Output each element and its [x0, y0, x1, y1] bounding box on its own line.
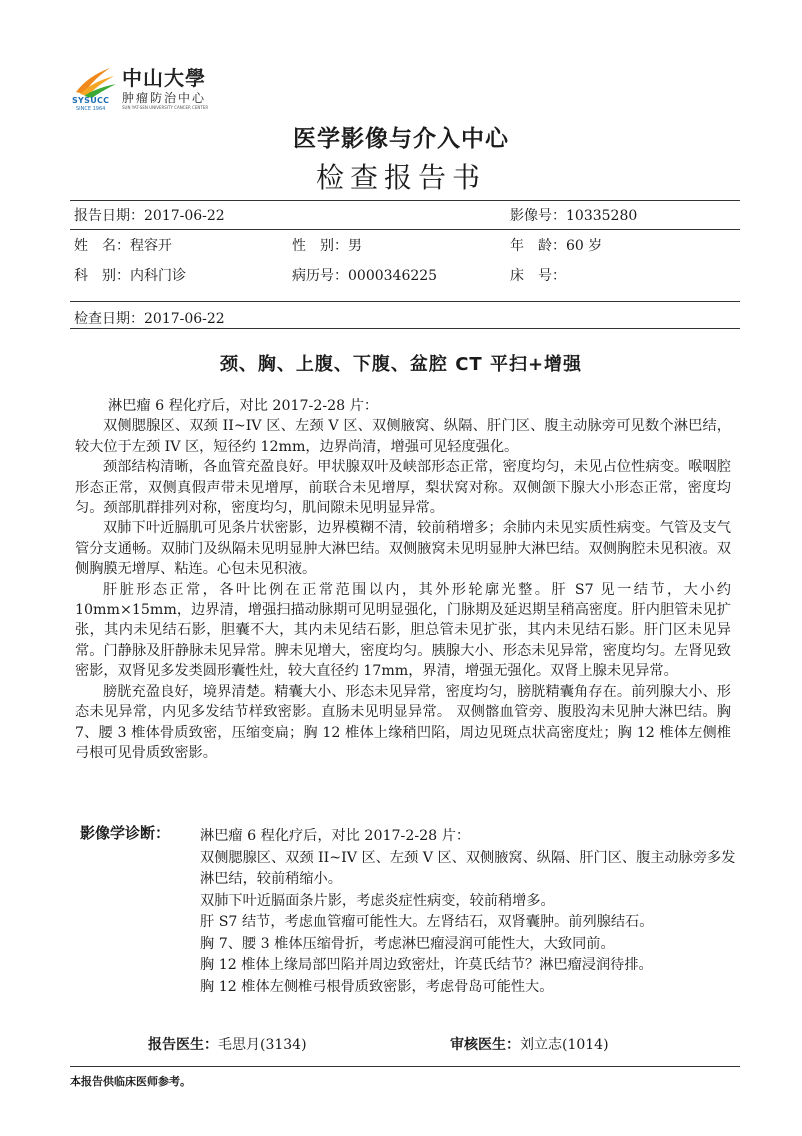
patient-age-label: 年 龄：	[510, 238, 566, 254]
logo-center-name: 肿瘤防治中心	[122, 91, 207, 105]
report-date-label: 报告日期：	[74, 208, 144, 224]
department-field	[74, 265, 186, 285]
reporting-doctor-label: 报告医生：	[148, 1037, 218, 1053]
record-no-label: 病历号：	[292, 268, 348, 284]
department-label: 科 别：	[74, 268, 130, 284]
exam-date-label: 检查日期：	[74, 311, 144, 327]
diagnosis-line: 胸 12 椎体上缘局部凹陷并周边致密灶，许莫氏结节？淋巴瘤浸润待排。	[200, 957, 653, 973]
diagnosis-line: 双侧腮腺区、双颈 II~IV 区、左颈 V 区、双侧腋窝、纵隔、肝门区、腹主动脉旁多发淋巴结，较前稍缩小。	[200, 849, 736, 887]
diagnosis-line: 淋巴瘤 6 程化疗后，对比 2017-2-28 片：	[200, 828, 471, 844]
department-value: 内科门诊	[130, 268, 186, 284]
reviewing-doctor-label: 审核医生：	[450, 1037, 520, 1053]
reviewing-doctor	[450, 1034, 609, 1054]
diagnosis-line: 胸 7、腰 3 椎体压缩骨折，考虑淋巴瘤浸润可能性大，大致同前。	[200, 935, 615, 952]
findings-paragraph: 双侧腮腺区、双颈 II~IV 区、左颈 V 区、双侧腋窝、纵隔、肝门区、腹主动脉旁可见数个淋巴结，较大位于左颈 IV 区，短径约 12mm，边界尚清，增强可见轻度强化。	[75, 418, 731, 455]
reviewing-doctor-name: 刘立志(1014)	[520, 1037, 609, 1053]
logo-since: SINCE 1964	[76, 106, 106, 112]
patient-sex-label: 性 别：	[292, 238, 348, 254]
reporting-doctor-name: 毛思月(3134)	[218, 1037, 307, 1053]
divider	[70, 229, 740, 230]
divider	[70, 328, 740, 329]
patient-name-value: 程容开	[130, 238, 172, 254]
reporting-doctor	[148, 1034, 307, 1054]
exam-date-value: 2017-06-22	[144, 311, 225, 327]
diagnosis-line: 肝 S7 结节，考虑血管瘤可能性大。左肾结石，双肾囊肿。前列腺结石。	[200, 914, 654, 930]
findings-paragraph: 淋巴瘤 6 程化疗后，对比 2017-2-28 片：	[108, 398, 379, 414]
patient-sex-value: 男	[348, 238, 362, 254]
diagnosis-line: 胸 12 椎体左侧椎弓根骨质致密影，考虑骨岛可能性大。	[200, 978, 554, 995]
diagnosis-section	[200, 826, 740, 998]
report-date-value: 2017-06-22	[144, 208, 225, 224]
image-no-label: 影像号：	[510, 208, 566, 224]
patient-name-label: 姓 名：	[74, 238, 130, 254]
divider	[70, 200, 740, 201]
footer-note: 本报告供临床医师参考。	[70, 1075, 191, 1088]
findings-paragraph: 颈部结构清晰，各血管充盈良好。甲状腺双叶及峡部形态正常，密度均匀，未见占位性病变。喉咽腔形态正常，双侧真假声带未见增厚，前联合未见增厚，梨状窝对称。双侧颌下腺大小形态正常，密度均匀。颈部肌群排列对称，密度均匀，肌间隙未见明显异常。	[75, 459, 731, 517]
record-no-value: 0000346225	[348, 268, 438, 284]
logo-university-name: 中山大學	[122, 66, 206, 90]
image-no-field	[510, 205, 637, 225]
patient-name-field	[74, 235, 172, 255]
report-title: 检查报告书	[315, 161, 486, 194]
diagnosis-label: 影像学诊断：	[80, 824, 171, 842]
exam-title: 颈、胸、上腹、下腹、盆腔 CT 平扫+增强	[219, 354, 583, 375]
patient-sex-field	[292, 235, 362, 255]
divider	[70, 1066, 740, 1067]
logo-abbr: SYSUCC	[72, 96, 110, 105]
image-no-value: 10335280	[566, 208, 638, 224]
findings-paragraph: 肝脏形态正常，各叶比例在正常范围以内，其外形轮廓光整。肝 S7 见一结节，大小约 10mm×15mm，边界清，增强扫描动脉期可见明显强化，门脉期及延迟期呈稍高密度。肝内胆管未见扩张，其内未见结石影，胆囊不大，其内未见结石影，胆总管未见扩张，其内未见结石影。肝门区未见异常。门静脉及肝静脉未见异常。脾未见增大，密度均匀。胰腺大小、形态未见异常，密度均匀。左肾见致密影，双肾见多发类圆形囊性灶，较大直径约 17mm，界清，增强无强化。双肾上腺未见异常。	[75, 581, 731, 680]
exam-date-field	[74, 308, 225, 328]
findings-section	[75, 396, 731, 763]
divider	[70, 301, 740, 302]
department-title: 医学影像与介入中心	[293, 126, 509, 152]
diagnosis-line: 双肺下叶近膈面条片影，考虑炎症性病变，较前稍增多。	[200, 892, 555, 909]
findings-paragraph: 膀胱充盈良好，境界清楚。精囊大小、形态未见异常，密度均匀，膀胱精囊角存在。前列腺大小、形态未见异常，内见多发结节样致密影。直肠未见明显异常。 双侧髂血管旁、腹股沟未见肿大淋巴结。胸 7、腰 3 椎体骨质致密，压缩变扁；胸 12 椎体上缘稍凹陷，周边见斑点状高密度灶；胸 12 椎体左侧椎弓根可见骨质致密影。	[75, 683, 731, 761]
bed-no-field	[510, 265, 566, 285]
logo-english-name: SUN YAT-SEN UNIVERSITY CANCER CENTER	[122, 105, 209, 110]
report-date-field	[74, 205, 225, 225]
hospital-logo	[70, 62, 240, 114]
patient-age-field	[510, 235, 602, 255]
findings-paragraph: 双肺下叶近膈肌可见条片状密影，边界模糊不清，较前稍增多；余肺内未见实质性病变。气管及支气管分支通畅。双肺门及纵隔未见明显肿大淋巴结。双侧腋窝未见明显肿大淋巴结。双侧胸腔未见积液。双侧胸膜无增厚、粘连。心包未见积液。	[75, 520, 731, 578]
patient-age-value: 60 岁	[566, 238, 603, 254]
record-no-field	[292, 265, 437, 285]
bed-no-label: 床 号：	[510, 268, 566, 284]
